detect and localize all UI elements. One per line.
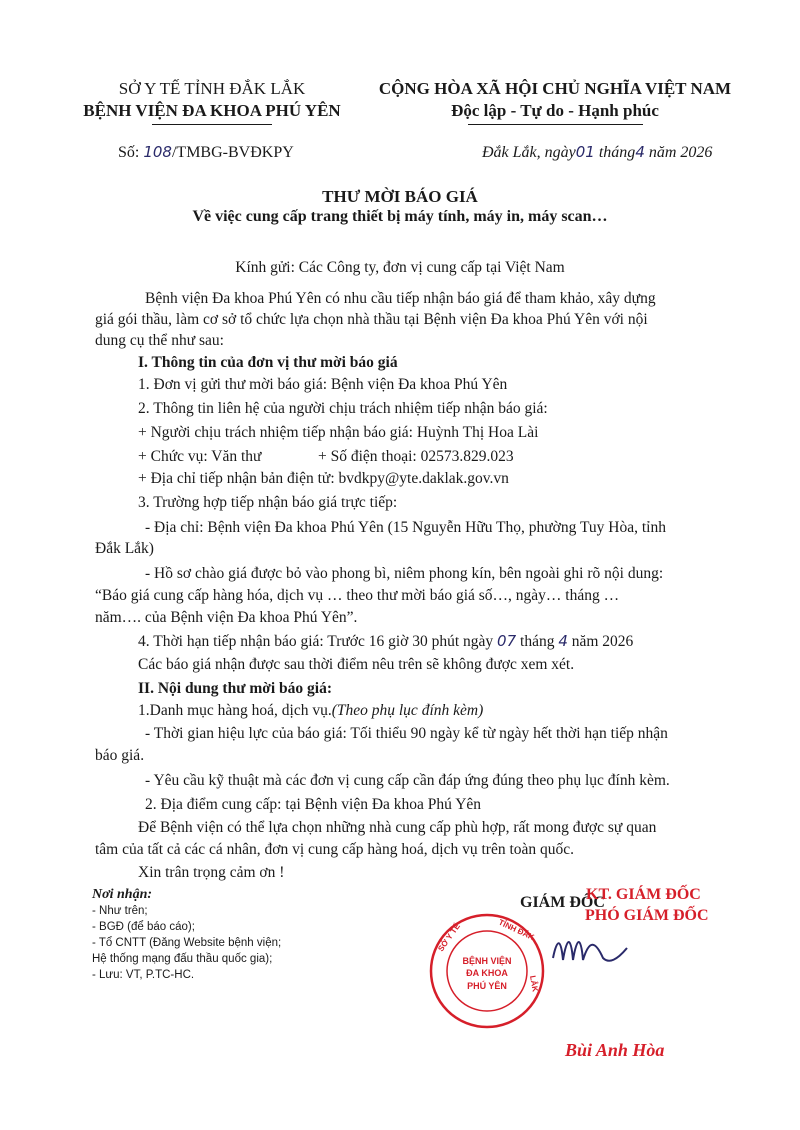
intro-line-1: Bệnh viện Đa khoa Phú Yên có nhu cầu tiếp nhận báo giá để tham khảo, xây dựng	[145, 290, 656, 307]
motto-underline	[468, 124, 643, 125]
s1-phone: + Số điện thoại: 02573.829.023	[318, 448, 514, 465]
s1-envelope-1: - Hồ sơ chào giá được bỏ vào phong bì, niêm phong kín, bên ngoài ghi rõ nội dung:	[145, 565, 664, 582]
s1-position: + Chức vụ: Văn thư	[138, 448, 262, 465]
s2-item-1	[138, 700, 483, 721]
recipient-line: - Tổ CNTT (Đăng Website bệnh viện;	[92, 937, 282, 949]
signature-title-printed: GIÁM ĐỐC	[520, 894, 605, 911]
deadline-prefix: 4. Thời hạn tiếp nhận báo giá: Trước 16 giờ 30 phút ngày	[138, 633, 494, 650]
s1-item-1: 1. Đơn vị gửi thư mời báo giá: Bệnh viện Đa khoa Phú Yên	[138, 376, 508, 393]
s2-item-2: 2. Địa điểm cung cấp: tại Bệnh viện Đa khoa Phú Yên	[145, 796, 482, 813]
s2-validity-2: báo giá.	[95, 747, 145, 764]
s2-item-1-note: (Theo phụ lục đính kèm)	[331, 702, 484, 719]
s1-contact-person: + Người chịu trách nhiệm tiếp nhận báo giá: Huỳnh Thị Hoa Lài	[138, 424, 539, 441]
number-handwritten: 108	[143, 143, 172, 161]
document-date	[482, 143, 712, 162]
s1-address-1: - Địa chỉ: Bệnh viện Đa khoa Phú Yên (15 Nguyễn Hữu Thọ, phường Tuy Hòa, tỉnh	[145, 519, 666, 536]
s1-item-4	[138, 631, 633, 652]
recipient-line: - BGĐ (để báo cáo);	[92, 921, 195, 933]
recipients-title: Nơi nhận:	[92, 887, 153, 902]
date-prefix: Đắk Lắk, ngày	[482, 144, 576, 161]
letter-subject: Về việc cung cấp trang thiết bị máy tính, máy in, máy scan…	[192, 208, 608, 225]
s1-envelope-2: “Báo giá cung cấp hàng hóa, dịch vụ … theo thư mời báo giá số…, ngày… tháng …	[95, 587, 620, 604]
date-day: 01	[575, 143, 595, 161]
intro-line-2: giá gói thầu, làm cơ sở tổ chức lựa chọn nhà thầu tại Bệnh viện Đa khoa Phú Yên với nội	[95, 311, 648, 328]
deadline-mid: tháng	[520, 633, 555, 650]
recipient-line: Hệ thống mạng đấu thầu quốc gia);	[92, 953, 273, 965]
closing-2: tâm của tất cả các cá nhân, đơn vị cung cấp hàng hoá, dịch vụ trên toàn quốc.	[95, 841, 575, 858]
number-prefix: Số:	[118, 144, 140, 161]
svg-text:ĐA KHOA: ĐA KHOA	[466, 968, 508, 978]
number-suffix: /TMBG-BVĐKPY	[171, 144, 294, 161]
intro-line-3: dung cụ thể như sau:	[95, 332, 224, 349]
recipient-line: - Như trên;	[92, 905, 148, 917]
date-suffix: năm 2026	[648, 144, 713, 161]
s2-tech: - Yêu cầu kỹ thuật mà các đơn vị cung cấp cần đáp ứng đúng theo phụ lục đính kèm.	[145, 772, 670, 789]
s1-late-notice: Các báo giá nhận được sau thời điểm nêu trên sẽ không được xem xét.	[138, 656, 575, 673]
s2-item-1-prefix: 1.Danh mục hàng hoá, dịch vụ.	[138, 702, 332, 719]
svg-text:LẮK: LẮK	[528, 974, 540, 993]
recipient-line: - Lưu: VT, P.TC-HC.	[92, 969, 195, 981]
thanks: Xin trân trọng cảm ơn !	[138, 864, 285, 881]
s2-validity-1: - Thời gian hiệu lực của báo giá: Tối thiểu 90 ngày kể từ ngày hết thời hạn tiếp nhận	[145, 725, 668, 742]
letter-title: THƯ MỜI BÁO GIÁ	[322, 187, 478, 206]
deadline-month: 4	[558, 632, 568, 650]
svg-text:SỞ Y TẾ: SỞ Y TẾ	[436, 921, 462, 954]
national-title: CỘNG HÒA XÃ HỘI CHỦ NGHĨA VIỆT NAM	[378, 79, 732, 98]
closing-1: Để Bệnh viện có thể lựa chọn những nhà cung cấp phù hợp, rất mong được sự quan	[138, 819, 657, 836]
section-1-title: I. Thông tin của đơn vị thư mời báo giá	[138, 354, 398, 371]
section-2-title: II. Nội dung thư mời báo giá:	[138, 680, 333, 697]
s1-item-2: 2. Thông tin liên hệ của người chịu trách nhiệm tiếp nhận báo giá:	[138, 400, 548, 417]
s1-email: + Địa chỉ tiếp nhận bản điện tử: bvdkpy@yte.daklak.gov.vn	[138, 470, 509, 487]
s1-envelope-3: năm…. của Bệnh viện Đa khoa Phú Yên”.	[95, 609, 358, 626]
deadline-day: 07	[497, 632, 517, 650]
s1-address-2: Đắk Lắk)	[95, 540, 154, 557]
svg-text:BỆNH VIỆN: BỆNH VIỆN	[462, 956, 512, 966]
signature-kt-title: KT. GIÁM ĐỐC	[586, 886, 701, 903]
agency-underline	[152, 124, 272, 125]
svg-text:TỈNH ĐẮK: TỈNH ĐẮK	[497, 917, 536, 942]
signer-name: Bùi Anh Hòa	[565, 1040, 665, 1060]
agency-parent: SỞ Y TẾ TỈNH ĐẮK LẮK	[118, 79, 306, 98]
greeting: Kính gửi: Các Công ty, đơn vị cung cấp tại Việt Nam	[235, 259, 565, 276]
signature-scribble-icon	[545, 918, 635, 978]
official-seal-icon	[428, 912, 546, 1030]
s1-item-3: 3. Trường hợp tiếp nhận báo giá trực tiếp:	[138, 494, 398, 511]
national-header	[350, 78, 760, 125]
signature-deputy-title: PHÓ GIÁM ĐỐC	[585, 907, 709, 924]
national-motto: Độc lập - Tự do - Hạnh phúc	[451, 101, 659, 120]
agency-name: BỆNH VIỆN ĐA KHOA PHÚ YÊN	[83, 101, 341, 120]
svg-text:PHÚ YÊN: PHÚ YÊN	[467, 981, 507, 991]
document-number	[118, 143, 294, 162]
deadline-suffix: năm 2026	[571, 633, 634, 650]
agency-header	[62, 78, 362, 125]
date-mid: tháng	[598, 144, 636, 161]
recipients-block	[92, 886, 281, 983]
date-month: 4	[635, 143, 645, 161]
